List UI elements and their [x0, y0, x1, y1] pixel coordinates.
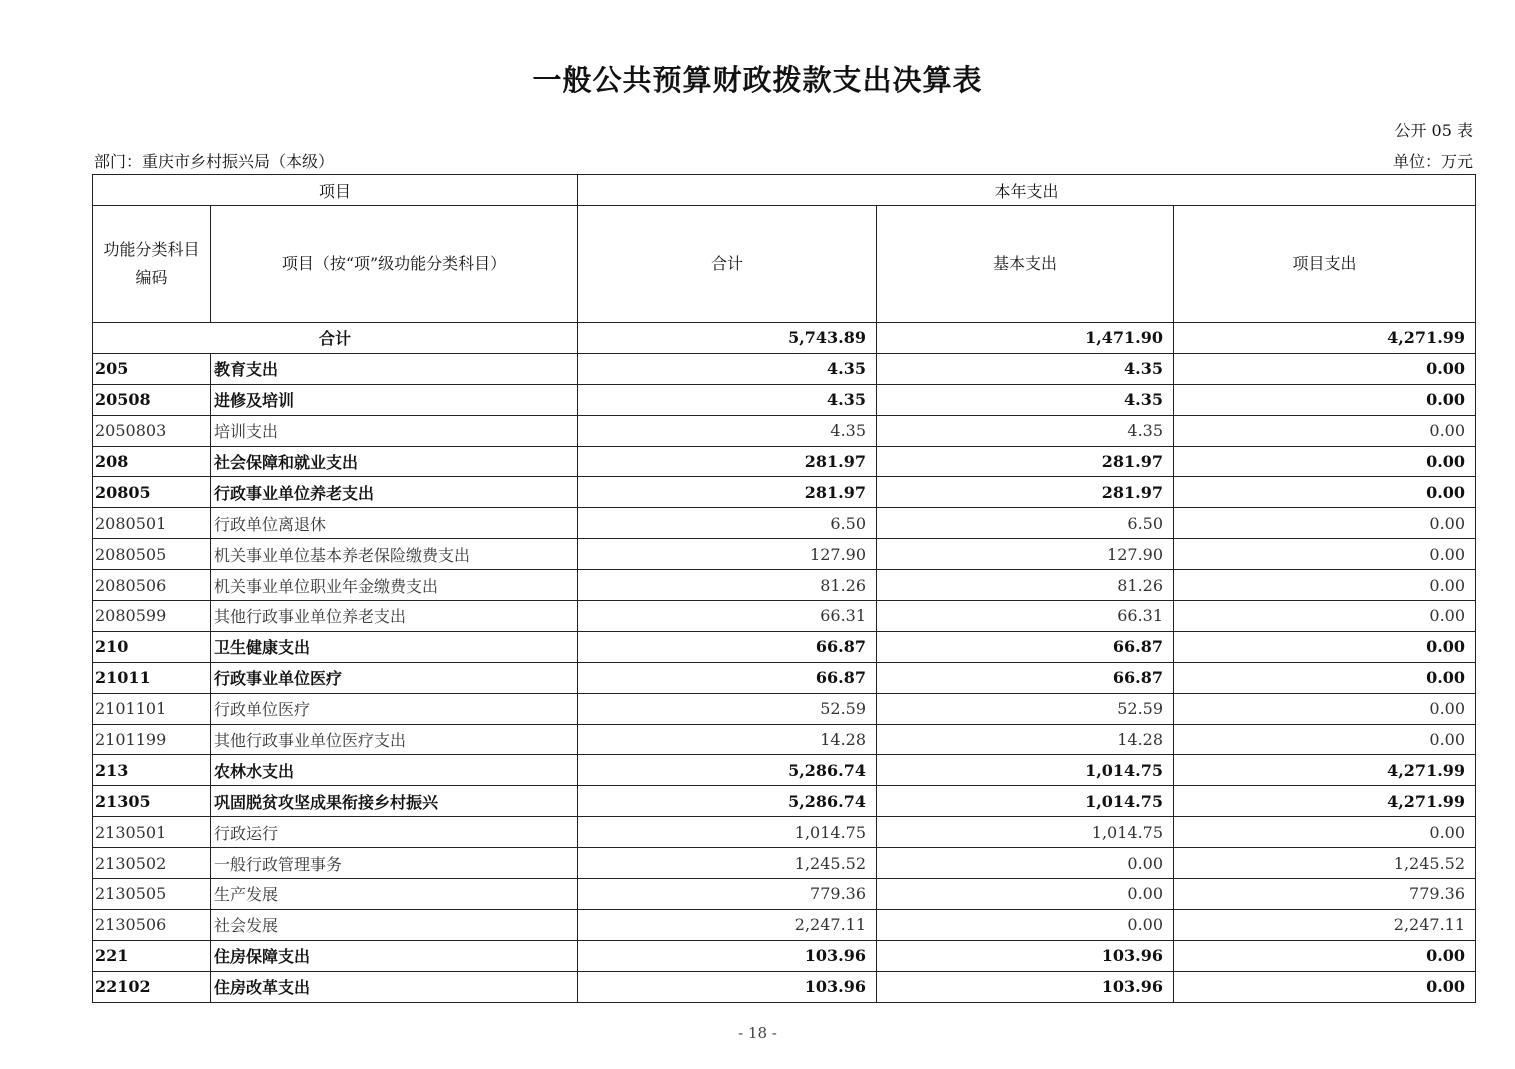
row-basic: 81.26 — [877, 570, 1174, 601]
total-amount: 5,743.89 — [578, 323, 877, 354]
row-name: 其他行政事业单位医疗支出 — [211, 724, 578, 755]
header-item: 项目（按“项”级功能分类科目） — [211, 206, 578, 323]
row-name: 行政事业单位医疗 — [211, 662, 578, 693]
row-code: 2080501 — [93, 508, 211, 539]
table-row — [93, 631, 1476, 662]
row-project: 1,245.52 — [1174, 848, 1476, 879]
row-code: 20508 — [93, 384, 211, 415]
row-project: 0.00 — [1174, 353, 1476, 384]
table-row — [93, 971, 1476, 1002]
row-name: 机关事业单位基本养老保险缴费支出 — [211, 539, 578, 570]
row-project: 0.00 — [1174, 539, 1476, 570]
row-code: 22102 — [93, 971, 211, 1002]
row-basic: 14.28 — [877, 724, 1174, 755]
row-basic: 103.96 — [877, 971, 1174, 1002]
row-total: 5,286.74 — [578, 786, 877, 817]
row-name: 社会发展 — [211, 909, 578, 940]
page-number: - 18 - — [738, 1024, 777, 1042]
row-total: 66.31 — [578, 601, 877, 632]
row-code: 2130505 — [93, 879, 211, 910]
row-code: 2080506 — [93, 570, 211, 601]
row-name: 住房保障支出 — [211, 940, 578, 971]
row-project: 0.00 — [1174, 693, 1476, 724]
row-code: 2080599 — [93, 601, 211, 632]
row-basic: 0.00 — [877, 909, 1174, 940]
row-basic: 0.00 — [877, 879, 1174, 910]
header-total: 合计 — [578, 206, 877, 323]
header-basic: 基本支出 — [877, 206, 1174, 323]
row-project: 0.00 — [1174, 940, 1476, 971]
row-basic: 0.00 — [877, 848, 1174, 879]
row-code: 2130501 — [93, 817, 211, 848]
expenditure-table — [92, 174, 1476, 1003]
row-total: 103.96 — [578, 940, 877, 971]
row-project: 0.00 — [1174, 415, 1476, 446]
row-code: 21011 — [93, 662, 211, 693]
row-name: 卫生健康支出 — [211, 631, 578, 662]
row-total: 2,247.11 — [578, 909, 877, 940]
table-row — [93, 384, 1476, 415]
row-project: 4,271.99 — [1174, 755, 1476, 786]
table-row — [93, 477, 1476, 508]
row-total: 4.35 — [578, 415, 877, 446]
row-total: 5,286.74 — [578, 755, 877, 786]
header-project: 项目支出 — [1174, 206, 1476, 323]
row-code: 2130506 — [93, 909, 211, 940]
row-project: 779.36 — [1174, 879, 1476, 910]
table-row — [93, 724, 1476, 755]
header-row-group — [93, 175, 1476, 206]
header-code: 功能分类科目编码 — [93, 206, 211, 323]
row-basic: 1,014.75 — [877, 817, 1174, 848]
row-code: 2101101 — [93, 693, 211, 724]
table-row — [93, 755, 1476, 786]
row-name: 行政单位离退休 — [211, 508, 578, 539]
row-total: 66.87 — [578, 662, 877, 693]
table-row — [93, 539, 1476, 570]
row-project: 0.00 — [1174, 384, 1476, 415]
row-project: 0.00 — [1174, 631, 1476, 662]
row-basic: 66.87 — [877, 662, 1174, 693]
row-total: 779.36 — [578, 879, 877, 910]
row-name: 住房改革支出 — [211, 971, 578, 1002]
row-total: 281.97 — [578, 477, 877, 508]
row-basic: 1,014.75 — [877, 755, 1174, 786]
row-total: 52.59 — [578, 693, 877, 724]
table-row — [93, 662, 1476, 693]
row-basic: 4.35 — [877, 353, 1174, 384]
row-code: 2101199 — [93, 724, 211, 755]
row-code: 2130502 — [93, 848, 211, 879]
row-name: 培训支出 — [211, 415, 578, 446]
row-basic: 4.35 — [877, 384, 1174, 415]
table-row — [93, 353, 1476, 384]
row-basic: 281.97 — [877, 446, 1174, 477]
header-current-year-group: 本年支出 — [578, 175, 1476, 206]
table-row — [93, 508, 1476, 539]
table-row — [93, 879, 1476, 910]
row-name: 其他行政事业单位养老支出 — [211, 601, 578, 632]
total-basic: 1,471.90 — [877, 323, 1174, 354]
row-project: 2,247.11 — [1174, 909, 1476, 940]
row-code: 2050803 — [93, 415, 211, 446]
header-row-columns — [93, 206, 1476, 323]
row-total: 6.50 — [578, 508, 877, 539]
table-row — [93, 909, 1476, 940]
row-name: 行政事业单位养老支出 — [211, 477, 578, 508]
row-total: 81.26 — [578, 570, 877, 601]
unit-label: 单位：万元 — [1392, 152, 1473, 171]
table-row — [93, 848, 1476, 879]
row-name: 社会保障和就业支出 — [211, 446, 578, 477]
row-name: 进修及培训 — [211, 384, 578, 415]
row-basic: 66.31 — [877, 601, 1174, 632]
row-total: 1,245.52 — [578, 848, 877, 879]
table-row — [93, 817, 1476, 848]
total-label: 合计 — [93, 323, 578, 354]
table-row — [93, 446, 1476, 477]
row-project: 0.00 — [1174, 817, 1476, 848]
row-project: 0.00 — [1174, 601, 1476, 632]
row-basic: 66.87 — [877, 631, 1174, 662]
header-project-group: 项目 — [93, 175, 578, 206]
row-basic: 52.59 — [877, 693, 1174, 724]
row-name: 农林水支出 — [211, 755, 578, 786]
row-name: 生产发展 — [211, 879, 578, 910]
row-project: 0.00 — [1174, 570, 1476, 601]
row-name: 行政运行 — [211, 817, 578, 848]
row-project: 0.00 — [1174, 724, 1476, 755]
row-total: 281.97 — [578, 446, 877, 477]
row-code: 2080505 — [93, 539, 211, 570]
row-code: 21305 — [93, 786, 211, 817]
row-code: 208 — [93, 446, 211, 477]
row-code: 210 — [93, 631, 211, 662]
row-basic: 1,014.75 — [877, 786, 1174, 817]
row-basic: 103.96 — [877, 940, 1174, 971]
row-project: 0.00 — [1174, 508, 1476, 539]
row-basic: 4.35 — [877, 415, 1174, 446]
table-row — [93, 570, 1476, 601]
row-basic: 281.97 — [877, 477, 1174, 508]
row-total: 127.90 — [578, 539, 877, 570]
row-code: 221 — [93, 940, 211, 971]
row-name: 巩固脱贫攻坚成果衔接乡村振兴 — [211, 786, 578, 817]
row-project: 0.00 — [1174, 477, 1476, 508]
form-number: 公开 05 表 — [1394, 121, 1473, 140]
row-basic: 6.50 — [877, 508, 1174, 539]
row-project: 4,271.99 — [1174, 786, 1476, 817]
row-project: 0.00 — [1174, 971, 1476, 1002]
row-name: 行政单位医疗 — [211, 693, 578, 724]
row-total: 66.87 — [578, 631, 877, 662]
row-name: 一般行政管理事务 — [211, 848, 578, 879]
row-total: 14.28 — [578, 724, 877, 755]
table-row — [93, 601, 1476, 632]
row-code: 20805 — [93, 477, 211, 508]
row-project: 0.00 — [1174, 446, 1476, 477]
page-title: 一般公共预算财政拨款支出决算表 — [532, 63, 983, 97]
total-project: 4,271.99 — [1174, 323, 1476, 354]
row-total: 103.96 — [578, 971, 877, 1002]
row-code: 205 — [93, 353, 211, 384]
row-name: 教育支出 — [211, 353, 578, 384]
row-basic: 127.90 — [877, 539, 1174, 570]
total-row — [93, 323, 1476, 354]
department-label: 部门：重庆市乡村振兴局（本级） — [94, 152, 335, 171]
table-row — [93, 693, 1476, 724]
row-total: 1,014.75 — [578, 817, 877, 848]
table-row — [93, 415, 1476, 446]
table-row — [93, 940, 1476, 971]
table-row — [93, 786, 1476, 817]
row-total: 4.35 — [578, 353, 877, 384]
row-total: 4.35 — [578, 384, 877, 415]
row-project: 0.00 — [1174, 662, 1476, 693]
row-name: 机关事业单位职业年金缴费支出 — [211, 570, 578, 601]
row-code: 213 — [93, 755, 211, 786]
